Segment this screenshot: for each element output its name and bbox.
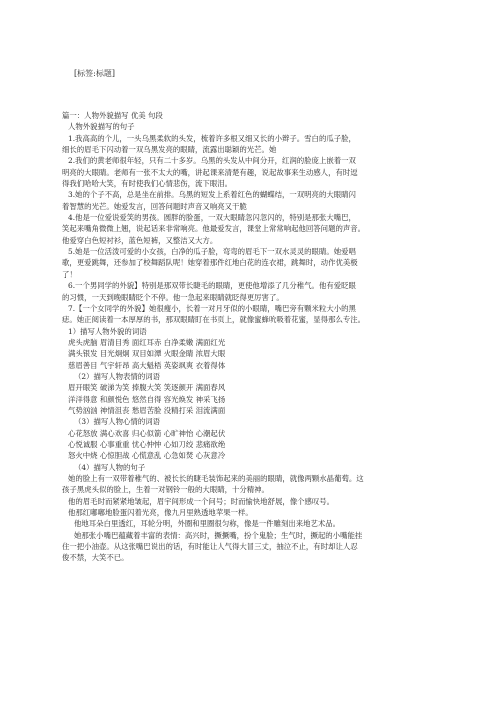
- text-line: 她的脸上有一双带着稚气的、被长长的睫毛装饰起来的美丽的眼睛，就像两颗水晶葡萄。这: [68, 474, 364, 483]
- text-line: 细长的眉毛下闪动着一双乌黑发亮的眼睛，流露出聪颖的光芒。她: [62, 145, 277, 155]
- text-line: 俊不禁，大笑不已。: [62, 553, 129, 563]
- text-line: 洋洋得意 和颜悦色 悠然自得 容光焕发 神采飞扬: [68, 394, 226, 404]
- text-line: 了！: [62, 269, 77, 279]
- document-body: [62, 110, 436, 564]
- text-line: 心悦诚服 心事重重 忧心忡忡 心如刀绞 悲痛欲绝: [68, 439, 226, 449]
- text-line: 人物外貌描写的句子: [68, 122, 135, 132]
- text-line: 他那红嘟嘟地脸蛋闪着光亮，像九月里熟透地苹果一样。: [68, 508, 253, 518]
- text-line: 笑起来嘴角微微上翘，说起话来非常响亮。他最爱发言，课堂上常常响起他回答问题的声音。: [62, 224, 366, 234]
- text-line: 心花怒放 满心欢喜 归心似箭 心旷神怡 心潮起伏: [68, 428, 226, 438]
- text-line: 孩子黑虎头似的脸上，生着一对钢铃一般的大眼睛，十分精神。: [62, 485, 269, 495]
- text-line: 他的眉毛时而紧紧地皱起，眉宇间形成一个问号；时而愉快地舒展，像个感叹号。: [68, 496, 335, 506]
- text-line: 眉开眼笑 破涕为笑 捧腹大笑 笑逐颜开 满面春风: [68, 383, 226, 393]
- text-line: 他地耳朵白里透红，耳轮分明，外圈和里圈很匀称，像是一件雕刻出来地艺术品。: [74, 519, 341, 529]
- text-line: 气势汹汹 神情沮丧 愁眉苦脸 没精打采 泪流满面: [68, 405, 226, 415]
- text-line: （3）描写人物心情的词语: [74, 417, 161, 427]
- text-line: 住一把小油壶。从这张嘴巴说出的话，有时能让人气得大冒三丈，抽泣不止，有时却让人忍: [62, 542, 358, 552]
- text-line: 得我们哈哈大笑，有时使我们心情悲伤，流下眼泪。: [62, 179, 232, 189]
- text-line: 3.她的个子不高，总是坐在前排。乌黑的短发上系着红色的蝴蝶结，一双明亮的大眼睛闪: [68, 190, 356, 200]
- text-line: 4.他是一位爱说爱笑的男孩。圆胖的脸蛋，一双大眼睛忽闪忽闪的，特别是那张大嘴巴，: [68, 213, 356, 223]
- text-line: 着智慧的光芒。她爱发言，回答问题时声音又响亮又干脆: [62, 201, 247, 211]
- text-line: 篇一：人物外貌描写 优美 句段: [62, 111, 163, 120]
- text-line: （4）描写人物的句子: [74, 462, 146, 472]
- text-line: 5.她是一位活泼可爱的小女孩，白净的瓜子脸，弯弯的眉毛下一双水灵灵的眼睛。她爱唱: [68, 247, 356, 257]
- text-line: 明亮的大眼睛。老师有一张不太大的嘴，讲起课来清楚有趣，说起故事来生动感人，有时逗: [62, 167, 358, 177]
- text-line: 2.我们的黄老师很年轻，只有二十多岁。乌黑的头发从中间分开，红润的脸庞上嵌着一双: [68, 156, 356, 166]
- text-line: 慈眉善目 气宇轩昂 高大魁梧 英姿飒爽 衣着得体: [68, 360, 226, 370]
- text-line: 她那张小嘴巴蕴藏着丰富的表情：高兴时，撅撅嘴，扮个鬼脸；生气时，撅起的小嘴能挂: [74, 530, 363, 540]
- text-line: 歌，更爱跳舞，还参加了校舞蹈队呢！她穿着那件红地白花的连衣裙，跳舞时，动作优美极: [62, 258, 358, 268]
- tag-title: [标签:标题]: [74, 69, 115, 78]
- text-line: 7.【一个女同学的外貌】她很瘦小，长着一对月牙似的小眼睛，嘴巴旁有颗米粒大小的黑: [68, 303, 356, 313]
- text-line: 痣。她正阅读着一本厚厚的书，那双眼睛盯在书页上，就像蜜蜂吮吸着花蜜，显得那么专注。: [62, 315, 366, 325]
- text-line: 6.一个男同学的外貌】特别是那双带长睫毛的眼睛，更使他增添了几分稚气。他有爱眨眼: [68, 281, 356, 291]
- text-line: （2）描写人物表情的词语: [74, 371, 161, 381]
- text-line: 他爱穿白色短衬衫，蓝色短裤，又整洁又大方。: [62, 235, 218, 245]
- text-line: 1.我高高的个儿，一头乌黑柔软的头发，梳着许多根又细又长的小辫子。雪白的瓜子脸，: [68, 133, 356, 143]
- text-line: 满头银发 目光炯炯 双目如潭 火眼金睛 浓眉大眼: [68, 349, 226, 359]
- text-line: 怒火中烧 心惊胆战 心慌意乱 心急如焚 心灰意冷: [68, 451, 226, 461]
- text-line: 虎头虎脑 眉清目秀 面红耳赤 白净柔嫩 满面红光: [68, 337, 226, 347]
- text-line: 1）描写人物外貌的词语: [68, 326, 147, 336]
- text-line: 的习惯，一天到晚眼睛眨个不停。他一急起来眼睛就眨得更厉害了。: [62, 292, 284, 302]
